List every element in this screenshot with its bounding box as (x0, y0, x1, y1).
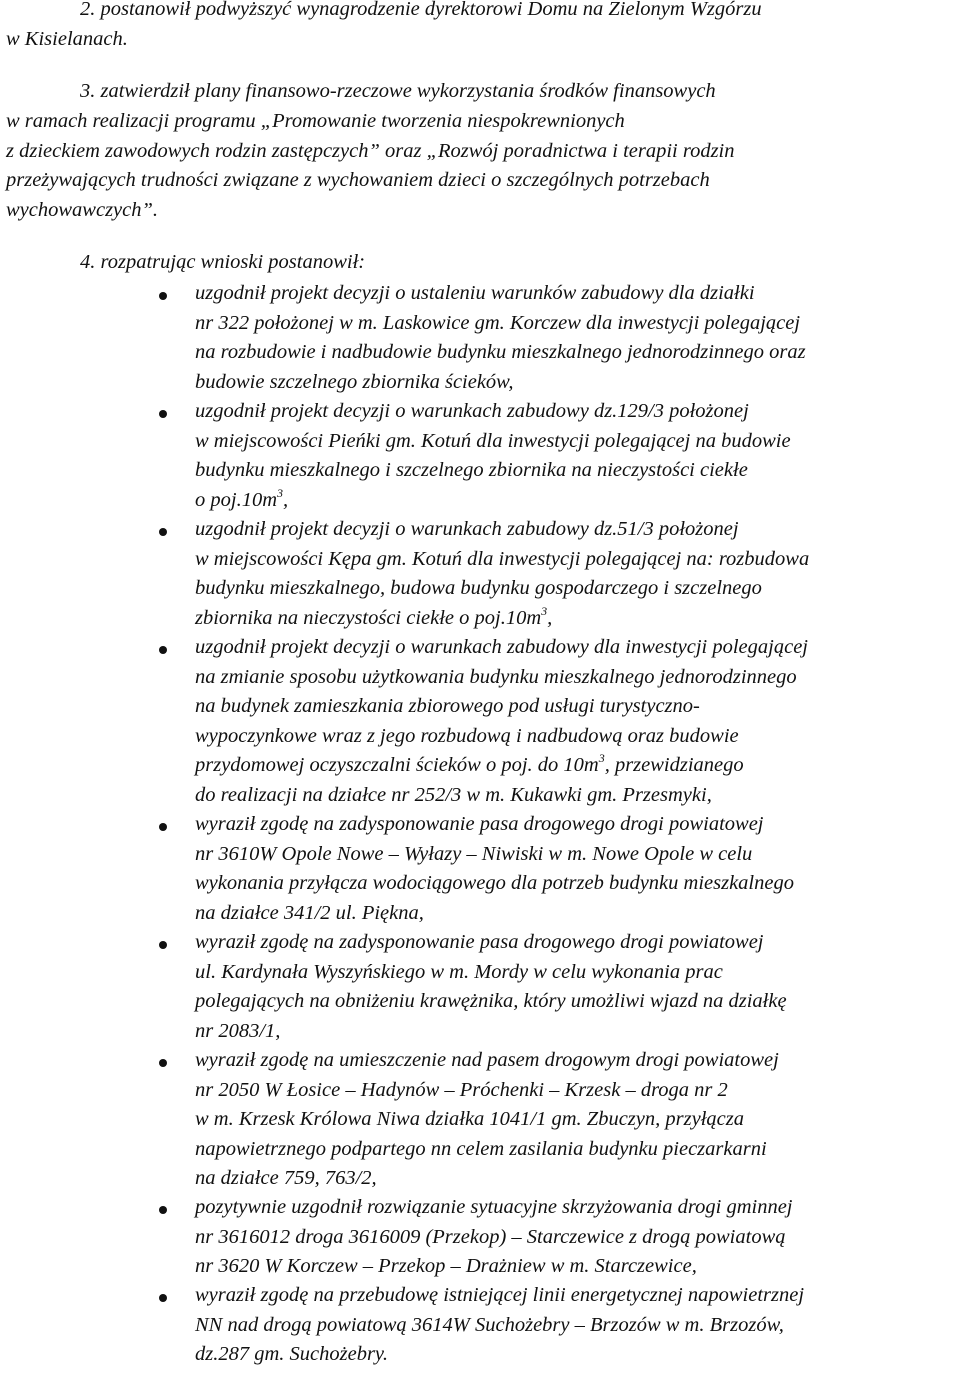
bullet-9-line-3: dz.287 gm. Suchożebry. (195, 1343, 389, 1365)
item-4-heading: 4. rozpatrując wnioski postanowił: (80, 251, 366, 273)
bullet-dot (159, 1294, 167, 1302)
bullet-1-line-1: uzgodnił projekt decyzji o ustaleniu warunków zabudowy dla działki (195, 282, 755, 304)
bullet-4-line-2: na zmianie sposobu użytkowania budynku mieszkalnego jednorodzinnego (195, 666, 797, 688)
item-3-line-4: przeżywających trudności związane z wychowaniem dzieci o szczególnych potrzebach (6, 169, 710, 191)
bullet-3-line-2: w miejscowości Kępa gm. Kotuń dla inwestycji polegającej na: rozbudowa (195, 548, 810, 570)
bullet-6-line-4: nr 2083/1, (195, 1020, 281, 1042)
bullet-dot (159, 1206, 167, 1214)
bullet-4-line-1: uzgodnił projekt decyzji o warunkach zabudowy dla inwestycji polegającej (195, 636, 808, 658)
bullet-6-line-3: polegających na obniżeniu krawężnika, który umożliwi wjazd na działkę (195, 990, 787, 1012)
bullet-5-line-4: na działce 341/2 ul. Piękna, (195, 902, 424, 924)
bullet-dot (159, 823, 167, 831)
bullet-dot (159, 646, 167, 654)
bullet-dot (159, 292, 167, 300)
bullet-5-line-2: nr 3610W Opole Nowe – Wyłazy – Niwiski w m. Nowe Opole w celu (195, 843, 753, 865)
bullet-7-line-4: napowietrznego podpartego nn celem zasilania budynku pieczarkarni (195, 1138, 767, 1160)
item-3-line-3: z dzieckiem zawodowych rodzin zastępczych” oraz „Rozwój poradnictwa i terapii rodzin (6, 140, 735, 162)
bullet-4-line-6: do realizacji na działce nr 252/3 w m. Kukawki gm. Przesmyki, (195, 784, 712, 806)
item-3-line-5: wychowawczych”. (6, 199, 159, 221)
bullet-3-line-3: budynku mieszkalnego, budowa budynku gospodarczego i szczelnego (195, 577, 762, 599)
bullet-dot (159, 410, 167, 418)
bullet-5-line-3: wykonania przyłącza wodociągowego dla potrzeb budynku mieszkalnego (195, 872, 794, 894)
bullet-6-line-1: wyraził zgodę na zadysponowanie pasa drogowego drogi powiatowej (195, 931, 764, 953)
bullet-6-line-2: ul. Kardynała Wyszyńskiego w m. Mordy w celu wykonania prac (195, 961, 723, 983)
bullet-2-line-4: o $poj.10m^3$, (195, 486, 289, 511)
bullet-1-line-3: na rozbudowie i nadbudowie budynku mieszkalnego jednorodzinnego oraz (195, 341, 806, 363)
bullet-dot (159, 528, 167, 536)
bullet-2-line-2: w miejscowości Pieńki gm. Kotuń dla inwestycji polegającej na budowie (195, 430, 791, 452)
bullet-2-line-1: uzgodnił projekt decyzji o warunkach zabudowy dz.129/3 położonej (195, 400, 749, 422)
bullet-5-line-1: wyraził zgodę na zadysponowanie pasa drogowego drogi powiatowej (195, 813, 764, 835)
bullet-8-line-2: nr 3616012 droga 3616009 (Przekop) – Starczewice z drogą powiatową (195, 1226, 786, 1248)
item-2-line-1: 2. postanowił podwyższyć wynagrodzenie dyrektorowi Domu na Zielonym Wzgórzu (80, 0, 762, 20)
bullet-dot (159, 941, 167, 949)
item-2-line-2: w Kisielanach. (6, 28, 128, 50)
bullet-8-line-1: pozytywnie uzgodnił rozwiązanie sytuacyjne skrzyżowania drogi gminnej (195, 1196, 793, 1218)
bullet-4-line-5: przydomowej oczyszczalni ścieków o poj. do $10m^3$, przewidzianego (195, 751, 744, 776)
bullet-3-line-1: uzgodnił projekt decyzji o warunkach zabudowy dz.51/3 położonej (195, 518, 739, 540)
item-3-line-2: w ramach realizacji programu „Promowanie tworzenia niespokrewnionych (6, 110, 625, 132)
bullet-7-line-2: nr 2050 W Łosice – Hadynów – Próchenki – Krzesk – droga nr 2 (195, 1079, 728, 1101)
bullet-4-line-3: na budynek zamieszkania zbiorowego pod usługi turystyczno- (195, 695, 700, 717)
bullet-7-line-5: na działce 759, 763/2, (195, 1167, 377, 1189)
bullet-2-line-3: budynku mieszkalnego i szczelnego zbiornika na nieczystości ciekłe (195, 459, 748, 481)
bullet-1-line-2: nr 322 położonej w m. Laskowice gm. Korczew dla inwestycji polegającej (195, 312, 801, 334)
bullet-9-line-2: NN nad drogą powiatową 3614W Suchożebry – Brzozów w m. Brzozów, (195, 1314, 784, 1336)
bullet-dot (159, 1059, 167, 1067)
bullet-3-line-4: zbiornika na nieczystości ciekłe o $poj.10m^3$, (195, 604, 553, 629)
bullet-7-line-1: wyraził zgodę na umieszczenie nad pasem drogowym drogi powiatowej (195, 1049, 779, 1071)
item-3-line-1: 3. zatwierdził plany finansowo-rzeczowe wykorzystania środków finansowych (80, 80, 716, 102)
bullet-1-line-4: budowie szczelnego zbiornika ścieków, (195, 371, 514, 393)
bullet-9-line-1: wyraził zgodę na przebudowę istniejącej linii energetycznej napowietrznej (195, 1284, 805, 1306)
bullet-4-line-4: wypoczynkowe wraz z jego rozbudową i nadbudową oraz budowie (195, 725, 739, 747)
bullet-8-line-3: nr 3620 W Korczew – Przekop – Drażniew w m. Starczewice, (195, 1255, 697, 1277)
bullet-7-line-3: w m. Krzesk Królowa Niwa działka 1041/1 gm. Zbuczyn, przyłącza (195, 1108, 744, 1130)
